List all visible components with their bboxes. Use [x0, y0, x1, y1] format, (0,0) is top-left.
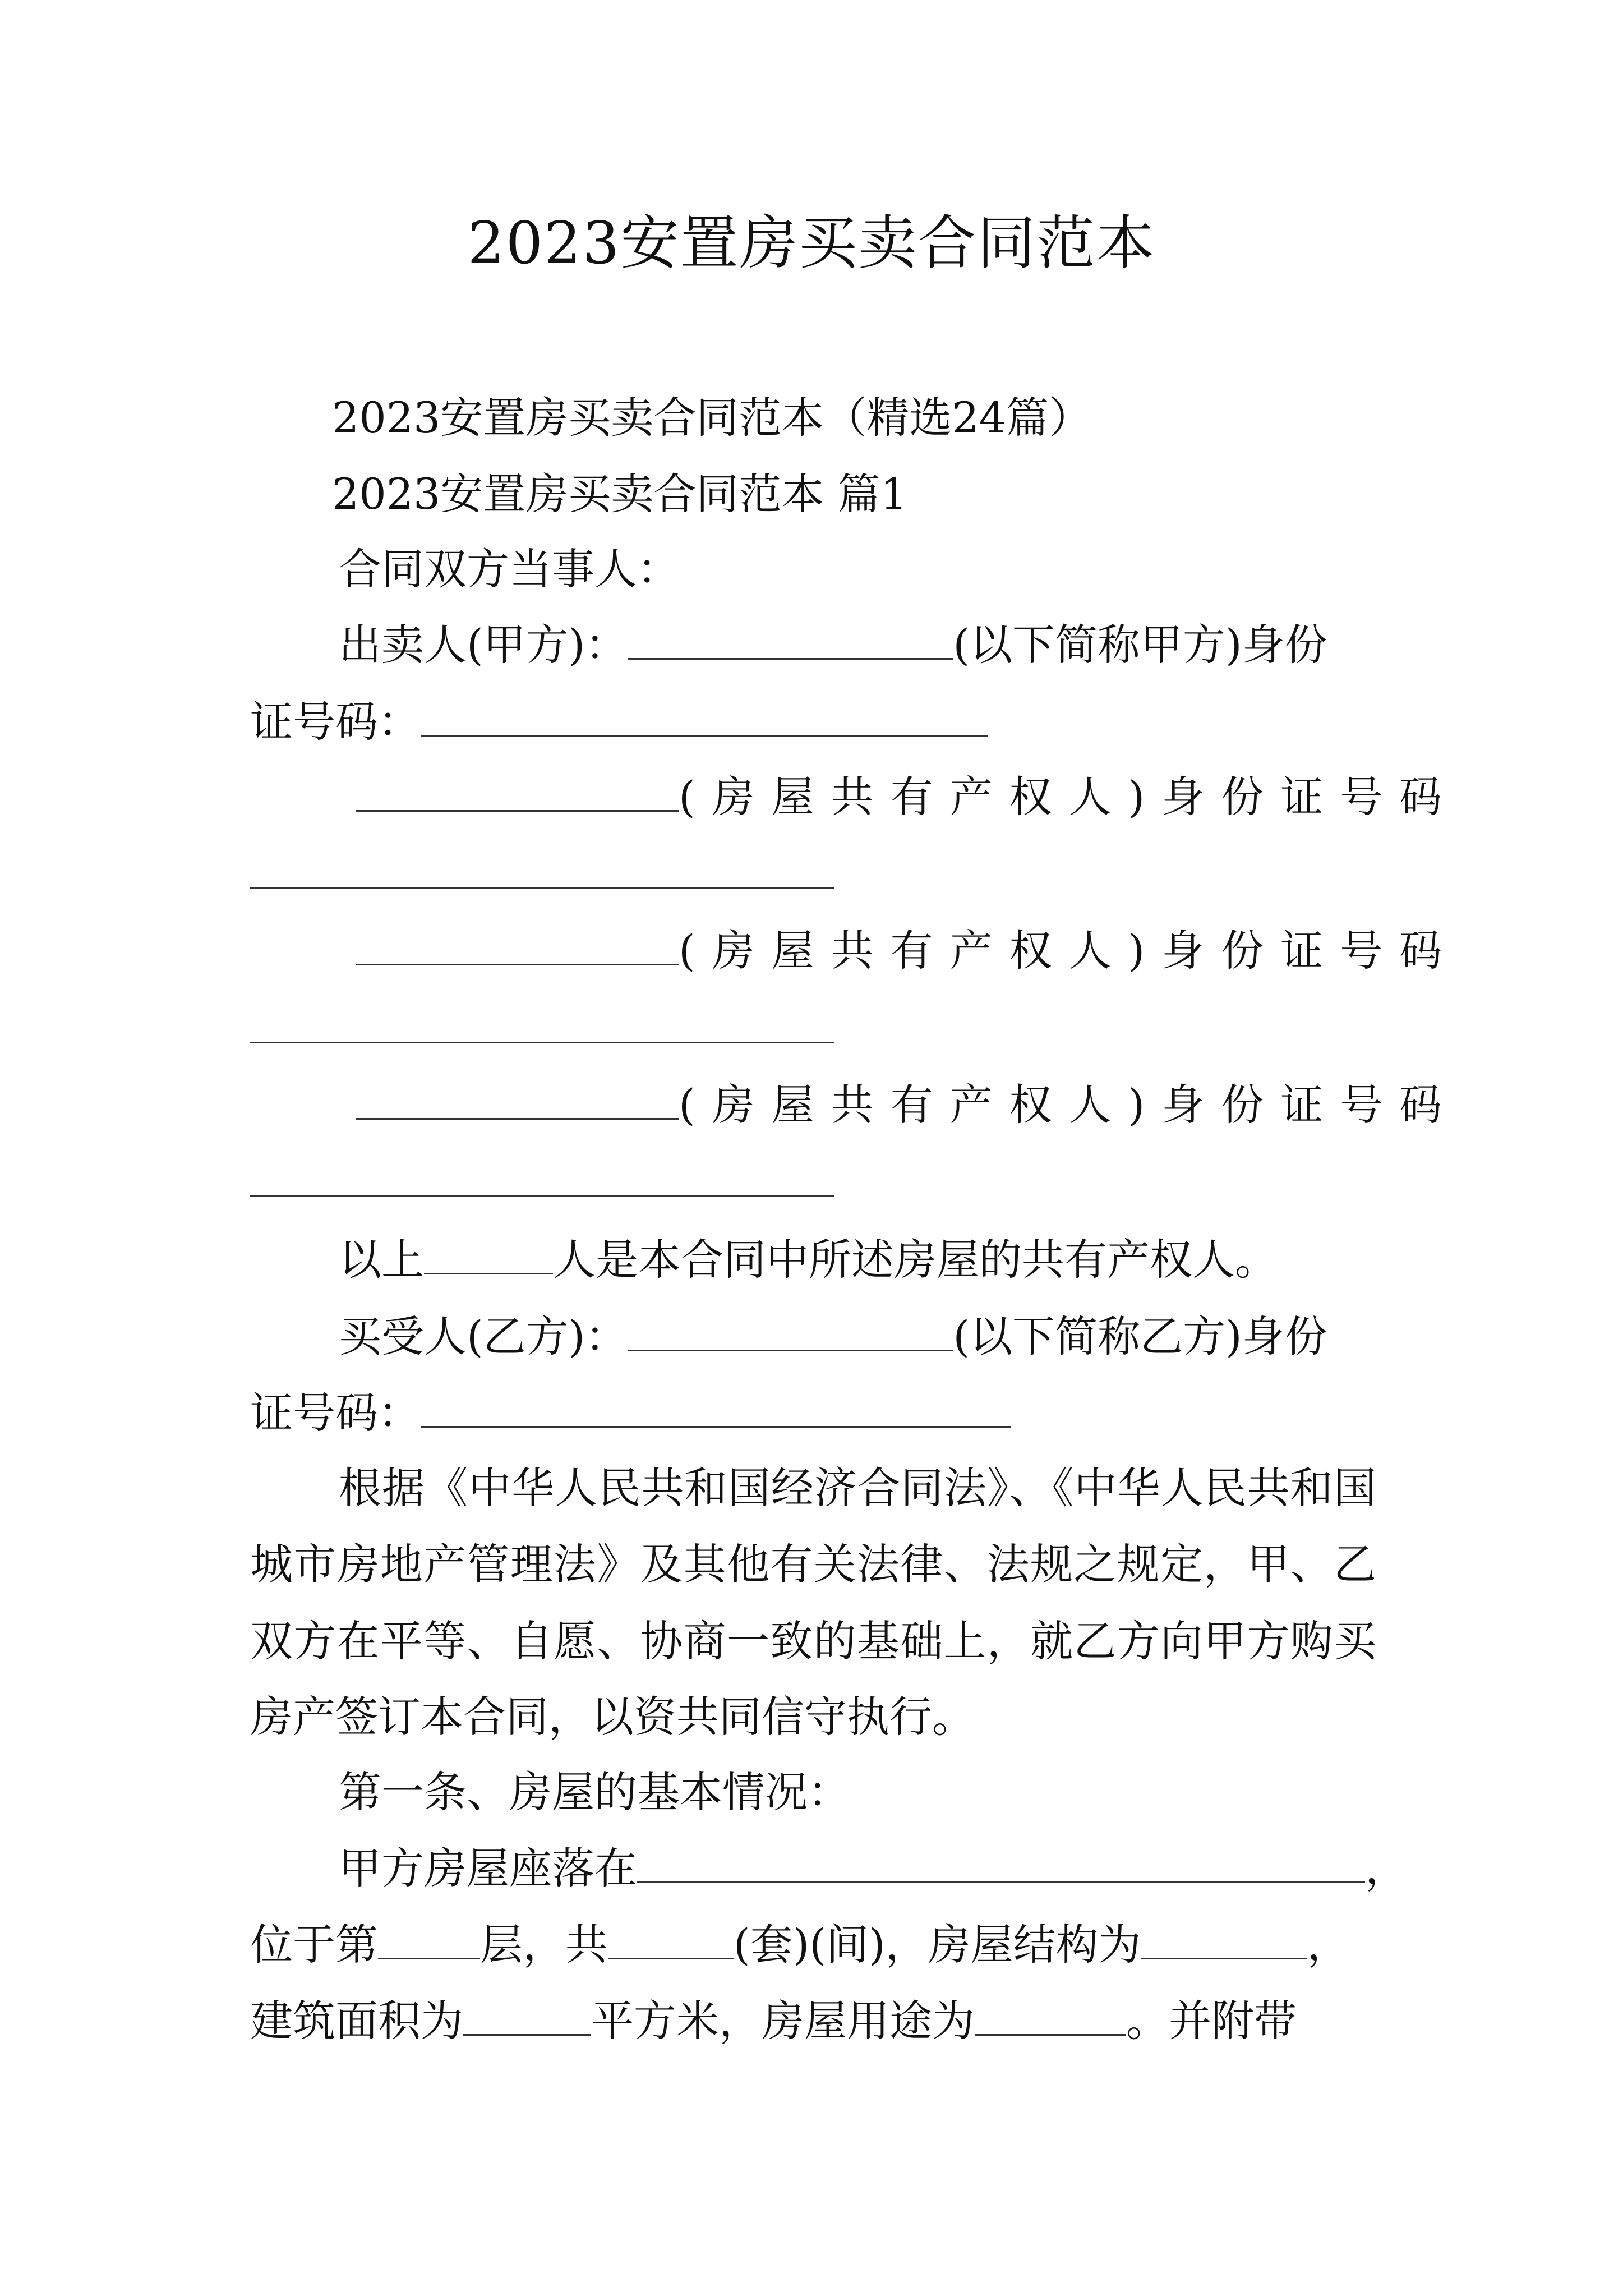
- floor-mid: 层，共: [480, 1920, 608, 1970]
- buyer-label: 买受人(乙方)：: [339, 1312, 628, 1361]
- location-label: 甲方房屋座落在: [339, 1843, 637, 1893]
- area-suffix: 。并附带: [1126, 1996, 1297, 2046]
- subtitle: 2023安置房买卖合同范本（精选24篇）: [332, 393, 1092, 443]
- floor-comma: ，: [1307, 1920, 1350, 1970]
- area-line: [250, 1990, 1297, 2052]
- buyer-id-line: [250, 1382, 1011, 1444]
- area-blank[interactable]: [463, 1994, 591, 2036]
- floor-line: [250, 1914, 1350, 1976]
- buyer-id-label: 证号码：: [250, 1388, 421, 1438]
- coowner-line-1: [356, 766, 1459, 828]
- article1-heading: 第一条、房屋的基本情况：: [339, 1767, 850, 1817]
- basis-line-1: 根据《中华人民共和国经济合同法》、《中华人民共和国: [339, 1463, 1376, 1513]
- coowner-id-blank-3[interactable]: [250, 1195, 834, 1197]
- seller-label: 出卖人(甲方)：: [339, 620, 628, 670]
- section-heading: 2023安置房买卖合同范本 篇1: [332, 469, 907, 519]
- coowners-count-blank[interactable]: [424, 1232, 553, 1274]
- floor-prefix: 位于第: [250, 1920, 378, 1970]
- location-blank[interactable]: [637, 1841, 1365, 1883]
- coowner-name-blank-2[interactable]: [356, 923, 679, 965]
- floor-blank[interactable]: [378, 1917, 480, 1959]
- basis-line-4: 房产签订本合同，以资共同信守执行。: [250, 1692, 975, 1742]
- coowner-id-blank-1[interactable]: [250, 887, 834, 889]
- seller-name-blank[interactable]: [628, 618, 953, 660]
- seller-line: [339, 614, 1327, 676]
- parties-heading: 合同双方当事人：: [339, 544, 680, 594]
- floor-units-label: (套)(间)，房屋结构为: [734, 1920, 1141, 1970]
- units-blank[interactable]: [608, 1917, 734, 1959]
- buyer-suffix: (以下简称乙方)身份: [953, 1312, 1327, 1361]
- coowner-id-blank-2[interactable]: [250, 1042, 834, 1043]
- location-line: [339, 1838, 1408, 1899]
- seller-id-blank[interactable]: [421, 694, 988, 737]
- location-comma: ，: [1365, 1843, 1408, 1893]
- coowners-count-line: [339, 1229, 1278, 1291]
- coowner-line-2: [356, 920, 1459, 982]
- structure-blank[interactable]: [1141, 1917, 1307, 1959]
- basis-line-3: 双方在平等、自愿、协商一致的基础上，就乙方向甲方购买: [250, 1616, 1376, 1666]
- usage-blank[interactable]: [975, 1994, 1126, 2036]
- coowners-prefix: 以上: [339, 1235, 424, 1285]
- coowners-suffix: 人是本合同中所述房屋的共有产权人。: [553, 1235, 1278, 1285]
- coowner-label-3: (房屋共有产权人)身份证号码: [679, 1080, 1459, 1130]
- coowner-name-blank-3[interactable]: [356, 1078, 679, 1120]
- area-mid: 平方米，房屋用途为: [591, 1996, 975, 2046]
- coowner-label-1: (房屋共有产权人)身份证号码: [679, 772, 1459, 822]
- seller-suffix: (以下简称甲方)身份: [953, 620, 1327, 670]
- coowner-line-3: [356, 1074, 1459, 1136]
- buyer-line: [339, 1306, 1327, 1368]
- coowner-label-2: (房屋共有产权人)身份证号码: [679, 926, 1459, 976]
- seller-id-label: 证号码：: [250, 697, 421, 747]
- basis-line-2: 城市房地产管理法》及其他有关法律、法规之规定，甲、乙: [250, 1539, 1376, 1589]
- area-prefix: 建筑面积为: [250, 1996, 463, 2046]
- coowner-name-blank-1[interactable]: [356, 770, 679, 812]
- document-title: 2023安置房买卖合同范本: [467, 209, 1156, 277]
- buyer-id-blank[interactable]: [421, 1386, 1011, 1428]
- buyer-name-blank[interactable]: [628, 1309, 953, 1351]
- seller-id-line: [250, 691, 988, 753]
